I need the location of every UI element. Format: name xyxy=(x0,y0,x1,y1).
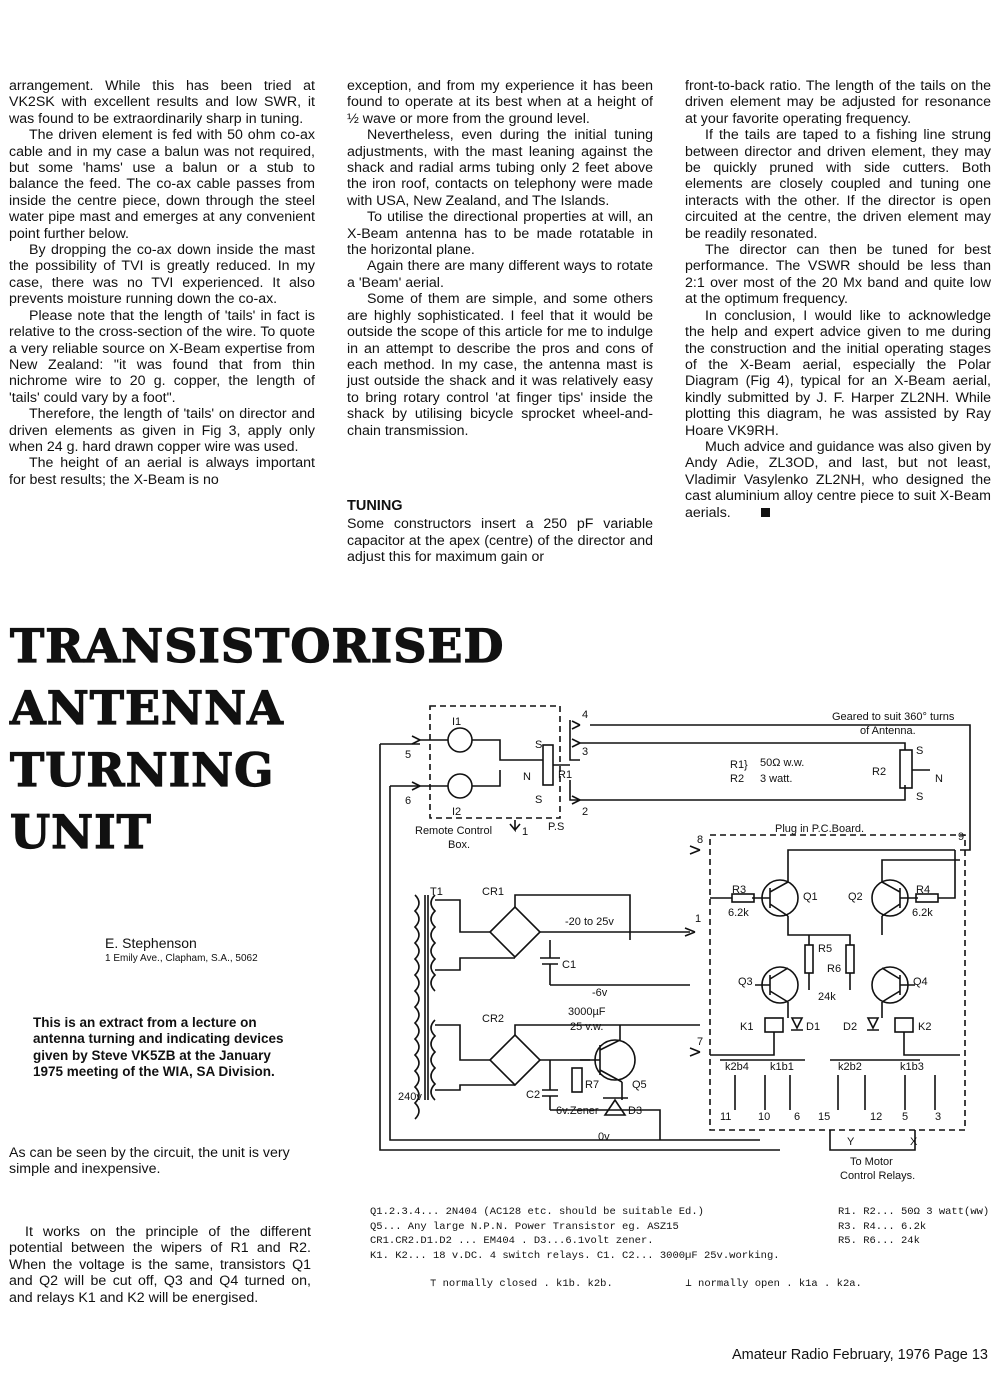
q3-label: Q3 xyxy=(738,976,753,988)
pin-label: 7 xyxy=(697,1036,704,1048)
s-label: S xyxy=(916,791,924,803)
pin-label: 5 xyxy=(902,1111,909,1123)
d3-label: D3 xyxy=(628,1105,643,1117)
resistor-r1 xyxy=(543,745,553,785)
no-contact-icon: ⊥ xyxy=(685,1278,699,1290)
zener-label: 6v.Zener xyxy=(556,1105,599,1117)
paragraph: Therefore, the length of 'tails' on director and driven elements as given in Fig 3, apply only when 24 g. hard drawn copper wire was used. xyxy=(9,406,315,455)
r6-label: R6 xyxy=(827,963,842,975)
meter-i2 xyxy=(448,774,472,798)
cr1-label: CR1 xyxy=(482,886,505,898)
resistor-r7 xyxy=(572,1068,582,1092)
page-footer: Amateur Radio February, 1976 Page 13 xyxy=(731,1347,988,1363)
c1-label: C1 xyxy=(562,959,577,971)
title-line: ANTENNA xyxy=(10,681,284,735)
paragraph: In conclusion, I would like to acknowledge the help and expert advice given to me during the construction and the initial operating stages of the X-Beam aerial, especially the Polar Diagram (Fig 4), typical for an X-Beam aerial, kindly submitted by J. F. Harper ZL2NH. While plotting this diagram, he was assisted by Ray Hoare VK9RH. xyxy=(685,307,991,439)
body-paragraph xyxy=(9,1145,311,1178)
resistor-r6 xyxy=(846,945,854,973)
pcboard-label: Plug in P.C.Board. xyxy=(775,823,865,835)
pin-label: 2 xyxy=(582,806,589,818)
remote-box-label: Remote Control xyxy=(415,825,493,837)
q2-label: Q2 xyxy=(848,891,863,903)
pin-label: 1 xyxy=(522,826,529,838)
q4-label: Q4 xyxy=(913,976,928,988)
column-2 xyxy=(347,78,653,439)
parts-legend-left xyxy=(370,1205,780,1263)
legend-line: CR1.CR2.D1.D2 ... EM404 . D3...6.1volt zener. xyxy=(370,1235,654,1247)
ps-label: P.S xyxy=(548,821,565,833)
r2-label: R2 xyxy=(872,766,887,778)
paragraph: Again there are many different ways to rotate a 'Beam' aerial. xyxy=(347,258,653,291)
parts-legend-right xyxy=(838,1205,989,1249)
end-mark xyxy=(761,508,770,517)
paragraph: Please note that the length of 'tails' in fact is relative to the cross-section of the wire. To quote a very reliable source on X-Beam expertise from New Zealand: "it was found that from thin nichrome wire to 20 g. copper, the length of 'tails' could vary by a foot". xyxy=(9,307,315,406)
pin-label: 4 xyxy=(582,709,589,721)
s-label: S xyxy=(535,794,543,806)
title-line: TRANSISTORISED xyxy=(10,619,505,673)
r1r2-watt: 3 watt. xyxy=(760,773,793,785)
column-1 xyxy=(9,78,315,488)
paragraph: arrangement. While this has been tried at VK2SK with excellent results and low SWR, it was found to be extraordinarily sharp in tuning. xyxy=(9,78,315,127)
legend-line: R3. R4... 6.2k xyxy=(838,1220,927,1233)
body-paragraph xyxy=(9,1224,311,1306)
r4-value: 6.2k xyxy=(912,907,933,919)
pin-label: 11 xyxy=(720,1111,732,1123)
pin-label: 3 xyxy=(582,746,589,758)
r1-label: R1 xyxy=(558,769,573,781)
cap-label: 3000µF xyxy=(568,1006,606,1018)
paragraph: By dropping the co-ax down inside the mast the possibility of TVI is greatly reduced. In my case, there was no TVI experienced. It also prevents moisture running down the co-ax. xyxy=(9,242,315,308)
tuning-section xyxy=(347,498,653,566)
n-label: N xyxy=(523,771,531,783)
motor-label: To Motor xyxy=(850,1156,893,1168)
geared-note-2: of Antenna. xyxy=(860,725,916,737)
n-label: N xyxy=(935,773,943,785)
x-label: X xyxy=(910,1136,918,1148)
pin-label: 5 xyxy=(405,749,412,761)
legend-line: K1. K2... 18 v.DC. 4 switch relays. C1. C2... 3000µF 25v.working. xyxy=(370,1249,780,1262)
paragraph: Much advice and guidance was also given by Andy Adie, ZL3OD, and last, but not least, Vladimir Vasylenko ZL2NH, who designed the cast aluminium alloy centre piece to suit X-Beam aerials. xyxy=(685,438,991,521)
legend-line: Q5... Any large N.P.N. Power Transistor eg. ASZ15 xyxy=(370,1220,679,1233)
r4-label: R4 xyxy=(916,884,931,896)
title-line: TURNING xyxy=(10,743,275,797)
pin-label: 6 xyxy=(794,1111,801,1123)
tuning-heading: TUNING xyxy=(347,498,403,514)
remote-box-label-2: Box. xyxy=(448,839,471,851)
contact-label: k1b1 xyxy=(770,1061,794,1073)
paragraph: Nevertheless, even during the initial tuning adjustments, with the mast leaning against the shack and radial arms tubing only 2 feet above the iron roof, contacts on telephony were made with USA, New Zealand, and The Islands. xyxy=(347,127,653,209)
diode-d1 xyxy=(791,1018,803,1030)
i2-label: I2 xyxy=(452,806,462,818)
pin-label: 8 xyxy=(697,834,704,846)
resistor-r2 xyxy=(900,750,912,788)
nc-contact-icon: ⊤ xyxy=(430,1278,443,1290)
paragraph-2: It works on the principle of the different potential between the wipers of R1 and R2. When the voltage is the same, transistors Q1 and Q2 will be cut off, Q3 and Q4 turned on, and relays K1 and K2 will be energised. xyxy=(9,1224,311,1306)
s-label: S xyxy=(535,739,543,751)
pin-label: 1 xyxy=(695,913,702,925)
q1-label: Q1 xyxy=(803,891,818,903)
t1-label: T1 xyxy=(430,886,443,898)
r7-label: R7 xyxy=(585,1079,600,1091)
bridge-cr2 xyxy=(490,1035,540,1085)
resistor-r5 xyxy=(805,945,813,973)
diode-d2 xyxy=(867,1018,879,1030)
contact-label: k2b4 xyxy=(725,1061,749,1073)
paragraph: exception, and from my experience it has been found to operate at its best when at a height of ½ wave or more from the ground level. xyxy=(347,78,653,127)
r3-label: R3 xyxy=(732,884,747,896)
no-label: normally open . k1a . k2a. xyxy=(698,1278,862,1290)
pin-label: 3 xyxy=(935,1111,942,1123)
r3-value: 6.2k xyxy=(728,907,749,919)
r1r2-label: R1} xyxy=(730,759,748,771)
legend-line: Q1.2.3.4... 2N404 (AC128 etc. should be suitable Ed.) xyxy=(370,1206,704,1218)
cr2-label: CR2 xyxy=(482,1013,505,1025)
geared-note: Geared to suit 360° turns xyxy=(832,711,955,723)
contact-label: k1b3 xyxy=(900,1061,924,1073)
s-label: S xyxy=(916,745,924,757)
author-name: E. Stephenson xyxy=(105,935,197,951)
pin-label: 9 xyxy=(958,831,965,843)
paragraph: The driven element is fed with 50 ohm co-ax cable and in my case a balun was not required, but some 'hams' use a balun or a stub to balance the feed. The co-ax cable passes from inside the centre piece, down through the steel water pipe mast and emerges at any convenient point further below. xyxy=(9,127,315,242)
tuning-text: Some constructors insert a 250 pF variable capacitor at the apex (centre) of the director and adjust this for maximum gain or xyxy=(347,516,653,566)
title-line: UNIT xyxy=(10,805,152,859)
k2-label: K2 xyxy=(918,1021,932,1033)
contact-label: k2b2 xyxy=(838,1061,862,1073)
contact-legend xyxy=(430,1277,862,1292)
legend-line: R1. R2... 50Ω 3 watt(ww) xyxy=(838,1206,990,1218)
paragraph: If the tails are taped to a fishing line strung between director and driven element, they may be quickly pruned with side cutters. Both elements are closely coupled and tuning one interacts with the other. If the director is open circuited at the centre, the driven element may be readily resonated. xyxy=(685,127,991,242)
column-3 xyxy=(685,78,991,521)
paragraph: front-to-back ratio. The length of the tails on the driven element may be adjusted for resonance at your favorite operating frequency. xyxy=(685,78,991,127)
paragraph-1: As can be seen by the circuit, the unit is very simple and inexpensive. xyxy=(9,1145,290,1178)
r5-label: R5 xyxy=(818,943,833,955)
pin-label: 15 xyxy=(818,1111,831,1123)
paragraph: Some of them are simple, and some others are highly sophisticated. I feel that it would be outside the scope of this article for me to indulge in an attempt to describe the pros and cons of each method. In my case, the antenna mast is just outside the shack and it was relatively easy to bring rotary control 'at finger tips' inside the shack by utilising bicycle sprocket wheel-and-chain transmission. xyxy=(347,291,653,439)
pin-label: 12 xyxy=(870,1111,883,1123)
c2-label: C2 xyxy=(526,1089,541,1101)
d2-label: D2 xyxy=(843,1021,858,1033)
circuit-diagram xyxy=(360,700,990,1200)
r1r2-label: R2 xyxy=(730,773,745,785)
pin-label: 6 xyxy=(405,795,412,807)
cap-v-label: 25 v.w. xyxy=(570,1021,604,1033)
r56-value: 24k xyxy=(818,991,836,1003)
relay-k2 xyxy=(895,1018,913,1032)
mains-label: 240v xyxy=(398,1091,422,1103)
y-label: Y xyxy=(847,1136,855,1148)
transistor-q5 xyxy=(595,1040,635,1080)
nc-label: normally closed . k1b. k2b. xyxy=(442,1278,613,1290)
meter-i1 xyxy=(448,728,472,752)
author-block xyxy=(105,935,258,967)
relay-k1 xyxy=(765,1018,783,1032)
zener-d3 xyxy=(603,1098,628,1115)
relays-label: Control Relays. xyxy=(840,1170,916,1182)
d1-label: D1 xyxy=(806,1021,821,1033)
paragraph: The director can then be tuned for best performance. The VSWR should be less than 2:1 over most of the 20 Mx band and quite low at the optimum frequency. xyxy=(685,242,991,308)
q5-label: Q5 xyxy=(632,1079,647,1091)
pin-label: 10 xyxy=(758,1111,771,1123)
supply-label-1: -20 to 25v xyxy=(565,916,614,928)
i1-label: I1 xyxy=(452,716,462,728)
intro-note: This is an extract from a lecture on antenna turning and indicating devices given by Steve VK5ZB at the January 1975 meeting of the WIA, SA Division. xyxy=(33,1015,284,1080)
bridge-cr1 xyxy=(490,907,540,957)
author-address: 1 Emily Ave., Clapham, S.A., 5062 xyxy=(105,953,258,964)
capacitor-c2 xyxy=(542,1060,558,1110)
paragraph: The height of an aerial is always important for best results; the X-Beam is no xyxy=(9,455,315,488)
legend-line: R5. R6... 24k xyxy=(838,1235,920,1247)
ov-label: 0v xyxy=(598,1131,610,1143)
capacitor-c1 xyxy=(540,940,560,985)
r1r2-value: 50Ω w.w. xyxy=(760,757,805,769)
paragraph: To utilise the directional properties at will, an X-Beam antenna has to be made rotatable in the horizontal plane. xyxy=(347,209,653,259)
supply-label-2: -6v xyxy=(592,987,608,999)
k1-label: K1 xyxy=(740,1021,754,1033)
